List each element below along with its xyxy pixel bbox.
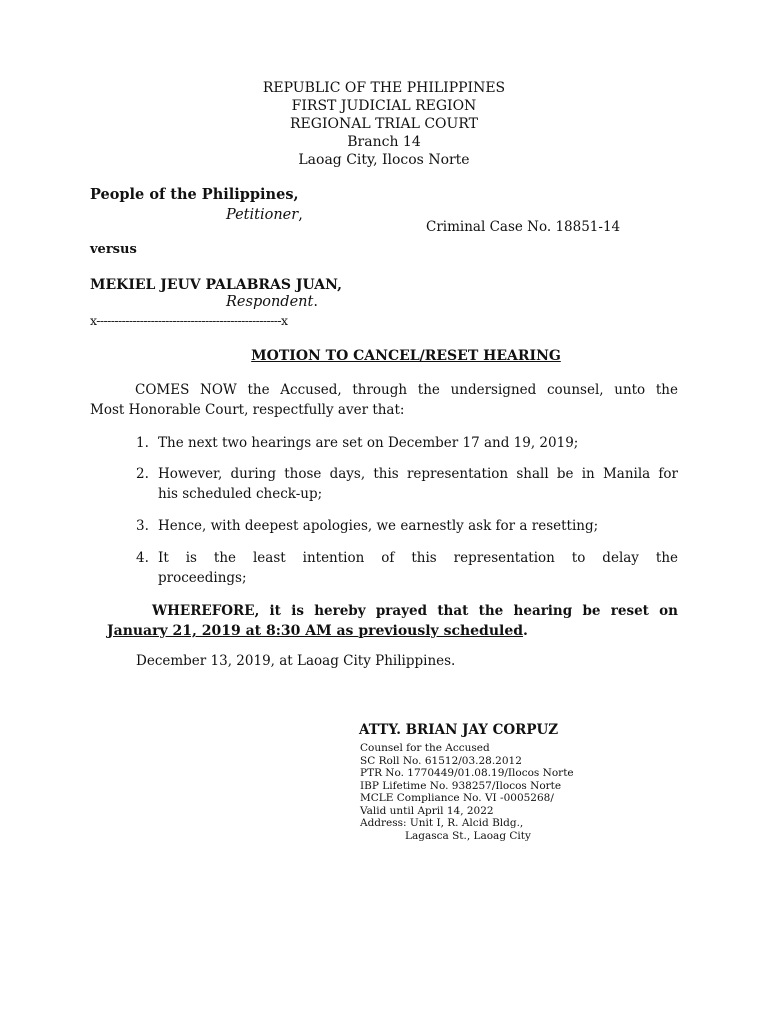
header-trial-court: REGIONAL TRIAL COURT [290, 116, 478, 132]
respondent-role-suffix: . [313, 294, 318, 310]
list-item-number: 4. [136, 550, 149, 566]
header-location: Laoag City, Ilocos Norte [298, 152, 470, 168]
petitioner-role-suffix: , [298, 207, 303, 223]
list-item-text: However, during those days, this representation shall be in Manila for [158, 466, 678, 482]
signature-line: Valid until April 14, 2022 [360, 804, 494, 817]
petitioner-role-line [226, 207, 303, 223]
list-item-text: Hence, with deepest apologies, we earnestly ask for a resetting; [158, 518, 599, 534]
header-judicial-region: FIRST JUDICIAL REGION [291, 98, 477, 114]
date-place: December 13, 2019, at Laoag City Philippines. [136, 653, 456, 669]
prayer-line-1 [152, 603, 678, 619]
signatory-name: ATTY. BRIAN JAY CORPUZ [359, 722, 559, 738]
signature-details [360, 742, 574, 842]
respondent-name: MEKIEL JEUV PALABRAS JUAN, [90, 277, 342, 293]
signature-line: SC Roll No. 61512/03.28.2012 [360, 754, 522, 767]
list-item-text: It is the least intention of this representation to delay the [158, 550, 678, 566]
list-item-number: 1. [136, 435, 149, 451]
list-item-text-continued: proceedings; [158, 570, 247, 586]
list-item-number: 2. [136, 466, 149, 482]
list-item-text: The next two hearings are set on December 17 and 19, 2019; [158, 435, 579, 451]
signature-line: IBP Lifetime No. 938257/Ilocos Norte [360, 779, 562, 792]
prayer-end: . [523, 623, 528, 639]
signature-line: Counsel for the Accused [360, 742, 490, 754]
petitioner-role: Petitioner [226, 207, 299, 223]
prayer-keyword: WHEREFORE [152, 603, 255, 619]
versus-label: versus [90, 242, 137, 257]
respondent-role: Respondent [226, 294, 314, 310]
case-number: Criminal Case No. 18851-14 [426, 219, 621, 235]
intro-line-2: Most Honorable Court, respectfully aver that: [90, 402, 405, 418]
prayer-date: January 21, 2019 at 8:30 AM as previously scheduled [107, 623, 524, 639]
list-item-text-continued: his scheduled check-up; [158, 486, 323, 502]
prayer-text: , it is hereby prayed that the hearing be reset on [254, 603, 678, 619]
petitioner-name: People of the Philippines, [90, 186, 299, 203]
respondent-role-line [226, 294, 318, 310]
signature-address-line-2: Lagasca St., Laoag City [405, 829, 531, 842]
header-branch: Branch 14 [347, 134, 421, 150]
header-republic: REPUBLIC OF THE PHILIPPINES [262, 80, 506, 96]
signature-line: MCLE Compliance No. VI -0005268/ [360, 792, 554, 804]
intro-line-1: COMES NOW the Accused, through the undersigned counsel, unto the [135, 382, 678, 398]
signature-line: Address: Unit I, R. Alcid Bldg., [360, 817, 524, 829]
signature-line: PTR No. 1770449/01.08.19/Ilocos Norte [360, 767, 574, 779]
prayer-line-2 [107, 623, 528, 639]
motion-title: MOTION TO CANCEL/RESET HEARING [251, 348, 561, 364]
list-item-number: 3. [136, 518, 149, 534]
caption-separator: x---------------------------------------------------x [90, 313, 288, 328]
